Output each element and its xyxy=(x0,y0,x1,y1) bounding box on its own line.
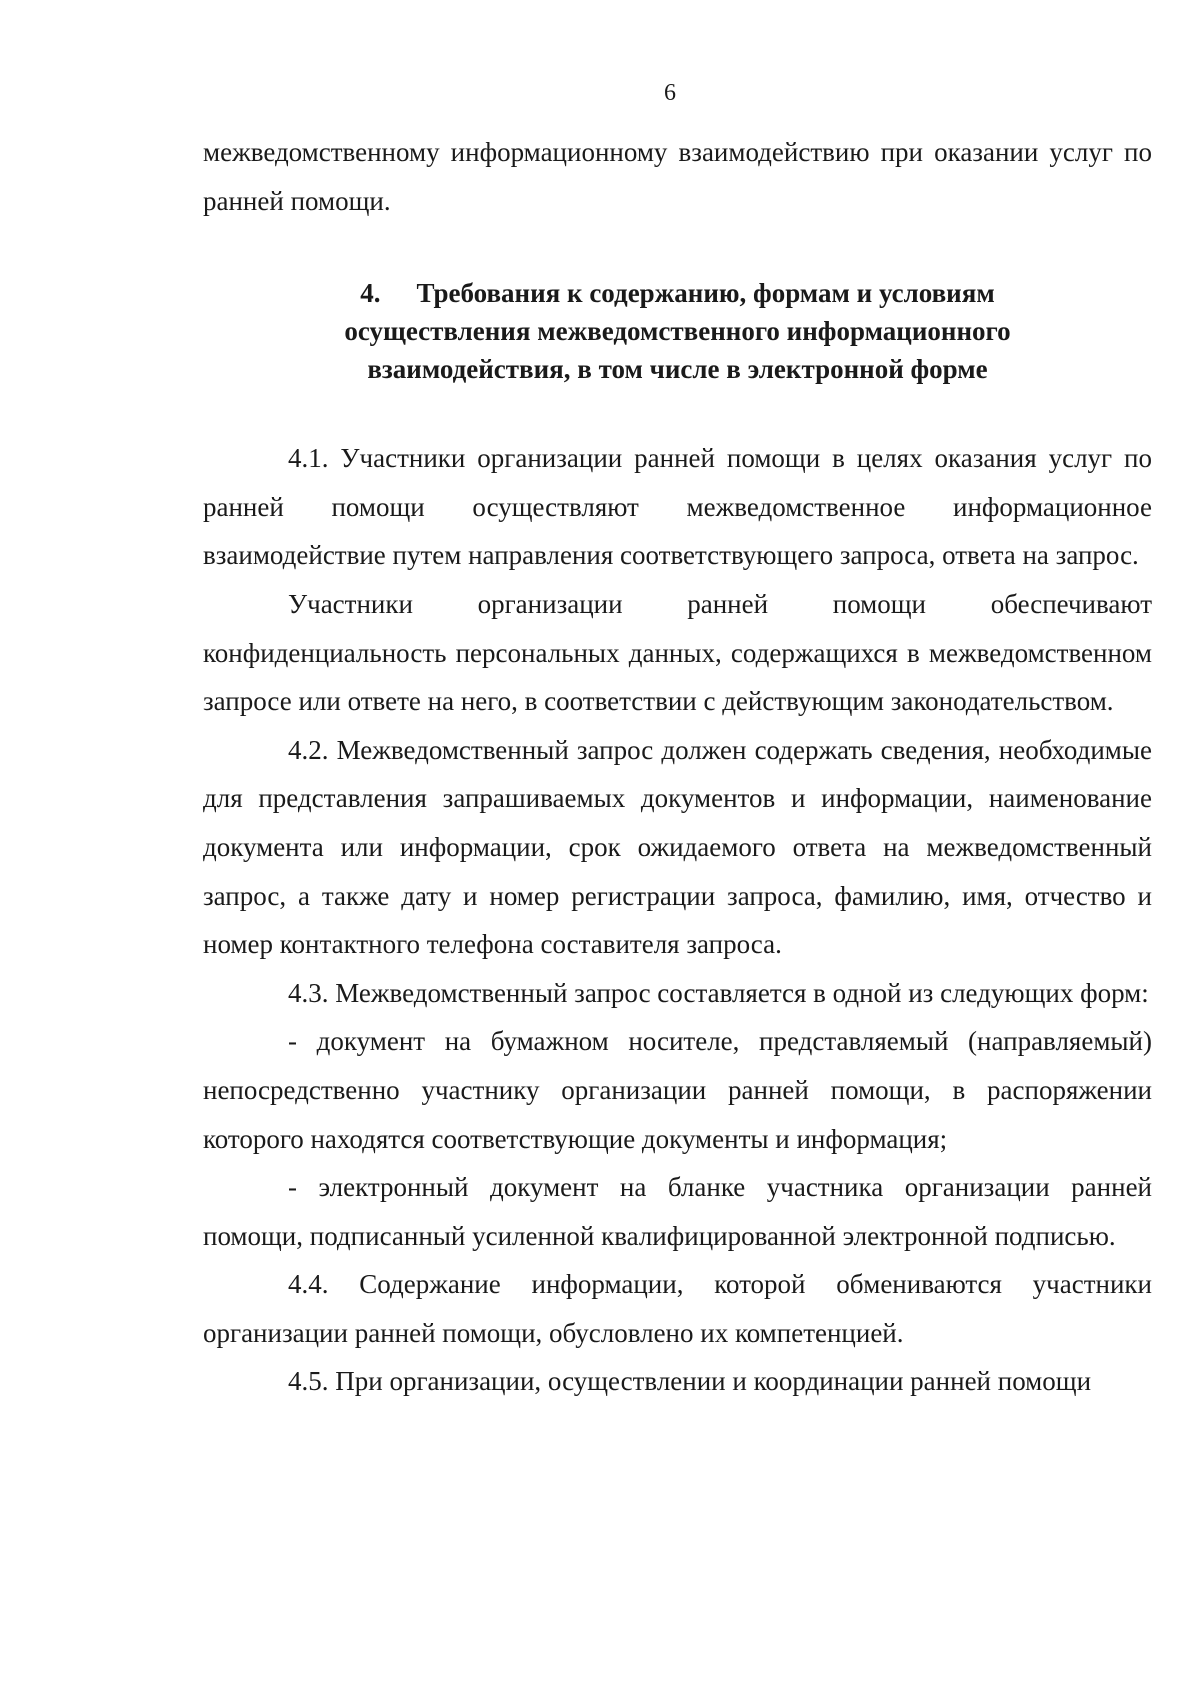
paragraph-4-4: 4.4. Содержание информации, которой обмениваются участники организации ранней помощи, обусловлено их компетенцией. xyxy=(203,1269,1152,1348)
section-title-part-3: взаимодействия, в том числе в электронной форме xyxy=(367,354,988,385)
list-item-paper-document: - документ на бумажном носителе, представляемый (направляемый) непосредственно участнику организации ранней помощи, в распоряжении которого находятся соответствующие документы и информация; xyxy=(203,1026,1152,1154)
document-body xyxy=(203,128,1152,1406)
page-number: 6 xyxy=(664,80,676,106)
section-heading xyxy=(203,274,1152,388)
section-heading-line-1 xyxy=(203,274,1152,312)
section-number: 4. xyxy=(360,278,381,309)
continuation-paragraph: межведомственному информационному взаимодействию при оказании услуг по ранней помощи. xyxy=(203,137,1152,216)
paragraph-4-1: 4.1. Участники организации ранней помощи в целях оказания услуг по ранней помощи осуществляют межведомственное информационное взаимодействие путем направления соответствующего запроса, ответа на запрос. xyxy=(203,443,1152,571)
paragraph-4-5: 4.5. При организации, осуществлении и координации ранней помощи xyxy=(288,1366,1092,1397)
paragraph-confidentiality: Участники организации ранней помощи обеспечивают конфиденциальность персональных данных, содержащихся в межведомственном запросе или ответе на него, в соответствии с действующим законодательством. xyxy=(203,588,1152,717)
section-title-part-2: осуществления межведомственного информационного xyxy=(344,316,1011,347)
paragraph-4-3: 4.3. Межведомственный запрос составляется в одной из следующих форм: xyxy=(288,977,1149,1008)
section-title-part-1: Требования к содержанию, формам и условиям xyxy=(416,278,995,309)
list-item-electronic-document: - электронный документ на бланке участника организации ранней помощи, подписанный усиленной квалифицированной электронной подписью. xyxy=(203,1172,1152,1251)
paragraph-4-2: 4.2. Межведомственный запрос должен содержать сведения, необходимые для представления запрашиваемых документов и информации, наименование документа или информации, срок ожидаемого ответа на межведомственный запрос, а также дату и номер регистрации запроса, фамилию, имя, отчество и номер контактного телефона составителя запроса. xyxy=(203,734,1152,960)
